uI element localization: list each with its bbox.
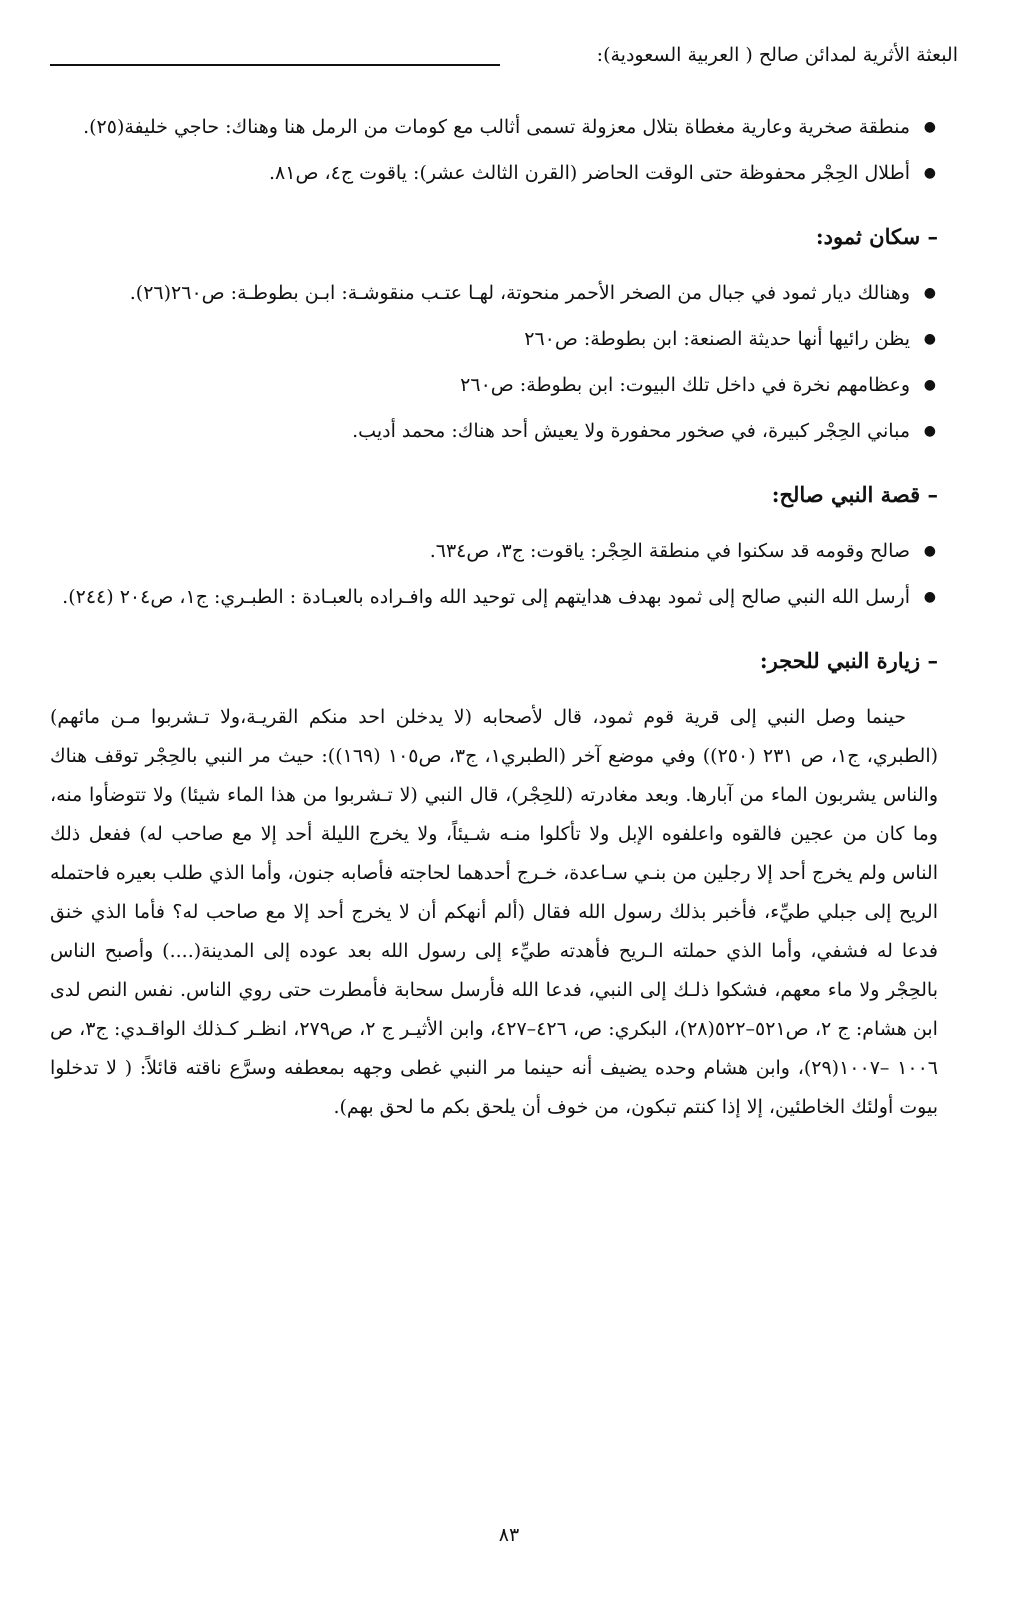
- list-item: ● أرسل الله النبي صالح إلى ثمود بهدف هدايتهم إلى توحيد الله وافـراده بالعبـادة : الطبـري: ج١، ص٢٠٤ (٢٤٤).: [50, 578, 938, 616]
- section-heading-prophet-visit: – زيارة النبي للحجر:: [759, 648, 938, 673]
- list-item: ● مباني الحِجْر كبيرة، في صخور محفورة ولا يعيش أحد هناك: محمد أديب.: [50, 412, 938, 450]
- bullet-list-salih: [50, 532, 938, 616]
- list-item: ● صالح وقومه قد سكنوا في منطقة الحِجْر: ياقوت: ج٣، ص٦٣٤.: [50, 532, 938, 570]
- section-heading-prophet-salih: – قصة النبي صالح:: [771, 482, 938, 507]
- list-item: ● يظن رائيها أنها حديثة الصنعة: ابن بطوطة: ص٢٦٠: [50, 320, 938, 358]
- bullet-list-inhabitants: [50, 274, 938, 450]
- header-rule: [50, 64, 500, 66]
- body-paragraph: حينما وصل النبي إلى قرية قوم ثمود، قال لأصحابه (لا يدخلن احد منكم القريـة،ولا تـشربوا مـن مائهم) (الطبري، ج١، ص ٢٣١ (٢٥٠)) وفي موضع آخر (الطبري١، ج٣، ص١٠٥ (١٦٩)): حيث مر النبي بالحِجْر توقف هناك والناس يشربون الماء من آبارها. وبعد مغادرته (للحِجْر)، قال النبي (لا تـشربوا من هذا الماء شيئا) ولا تتوضأوا منه، وما كان من عجين فالقوه واعلفوه الإبل ولا تأكلوا منـه شـيئاً، ولا يخرج الليلة أحد إلا مع صاحب له) ففعل ذلك الناس ولم يخرج أحد إلا رجلين من بنـي سـاعدة، خـرج أحدهما لحاجته فأصابه جنون، وأما الذي طلب بعيره فاحتمله الريح إلى جبلي طيِّء، فأخبر بذلك رسول الله فقال (ألم أنهكم أن لا يخرج أحد إلا مع صاحب له؟ فأما الذي خنق فدعا له فشفي، وأما الذي حملته الـريح فأهدته طيِّء إلى رسول الله بعد عوده إلى المدينة(....) وأصبح الناس بالحِجْر ولا ماء معهم، فشكوا ذلـك إلى النبي، فدعا الله فأرسل سحابة فأمطرت حتى روي الناس. نفس النص لدى ابن هشام: ج ٢، ص٥٢١–٥٢٢(٢٨)، البكري: ص، ٤٢٦–٤٢٧، وابن الأثيـر ج ٢، ص٢٧٩، انظـر كـذلك الواقـدي: ج٣، ص ١٠٠٦ –١٠٠٧(٢٩)، وابن هشام وحده يضيف أنه حينما مر النبي غطى وجهه بمعطفه وسرَّع ناقته قائلاً: ( لا تدخلوا بيوت أولئك الخاطئين، إلا إذا كنتم تبكون، من خوف أن يلحق بكم ما لحق بهم).: [50, 706, 939, 1118]
- page-number: ٨٣: [498, 1524, 520, 1546]
- header-title: البعثة الأثرية لمدائن صالح ( العربية السعودية):: [596, 44, 958, 66]
- page-body: [50, 108, 938, 1127]
- section-heading-thamud-inhabitants: – سكان ثمود:: [815, 224, 938, 249]
- bullet-list-landscape: [50, 108, 938, 192]
- list-item: ● وهنالك ديار ثمود في جبال من الصخر الأحمر منحوتة، لهـا عتـب منقوشـة: ابـن بطوطـة: ص٢٦٠(٢٦).: [50, 274, 938, 312]
- list-item: ● وعظامهم نخرة في داخل تلك البيوت: ابن بطوطة: ص٢٦٠: [50, 366, 938, 404]
- list-item: ● منطقة صخرية وعارية مغطاة بتلال معزولة تسمى أثالب مع كومات من الرمل هنا وهناك: حاجي خليفة(٢٥).: [50, 108, 938, 146]
- list-item: ● أطلال الحِجْر محفوظة حتى الوقت الحاضر (القرن الثالث عشر): ياقوت ج٤، ص٨١.: [50, 154, 938, 192]
- running-header: [50, 40, 968, 76]
